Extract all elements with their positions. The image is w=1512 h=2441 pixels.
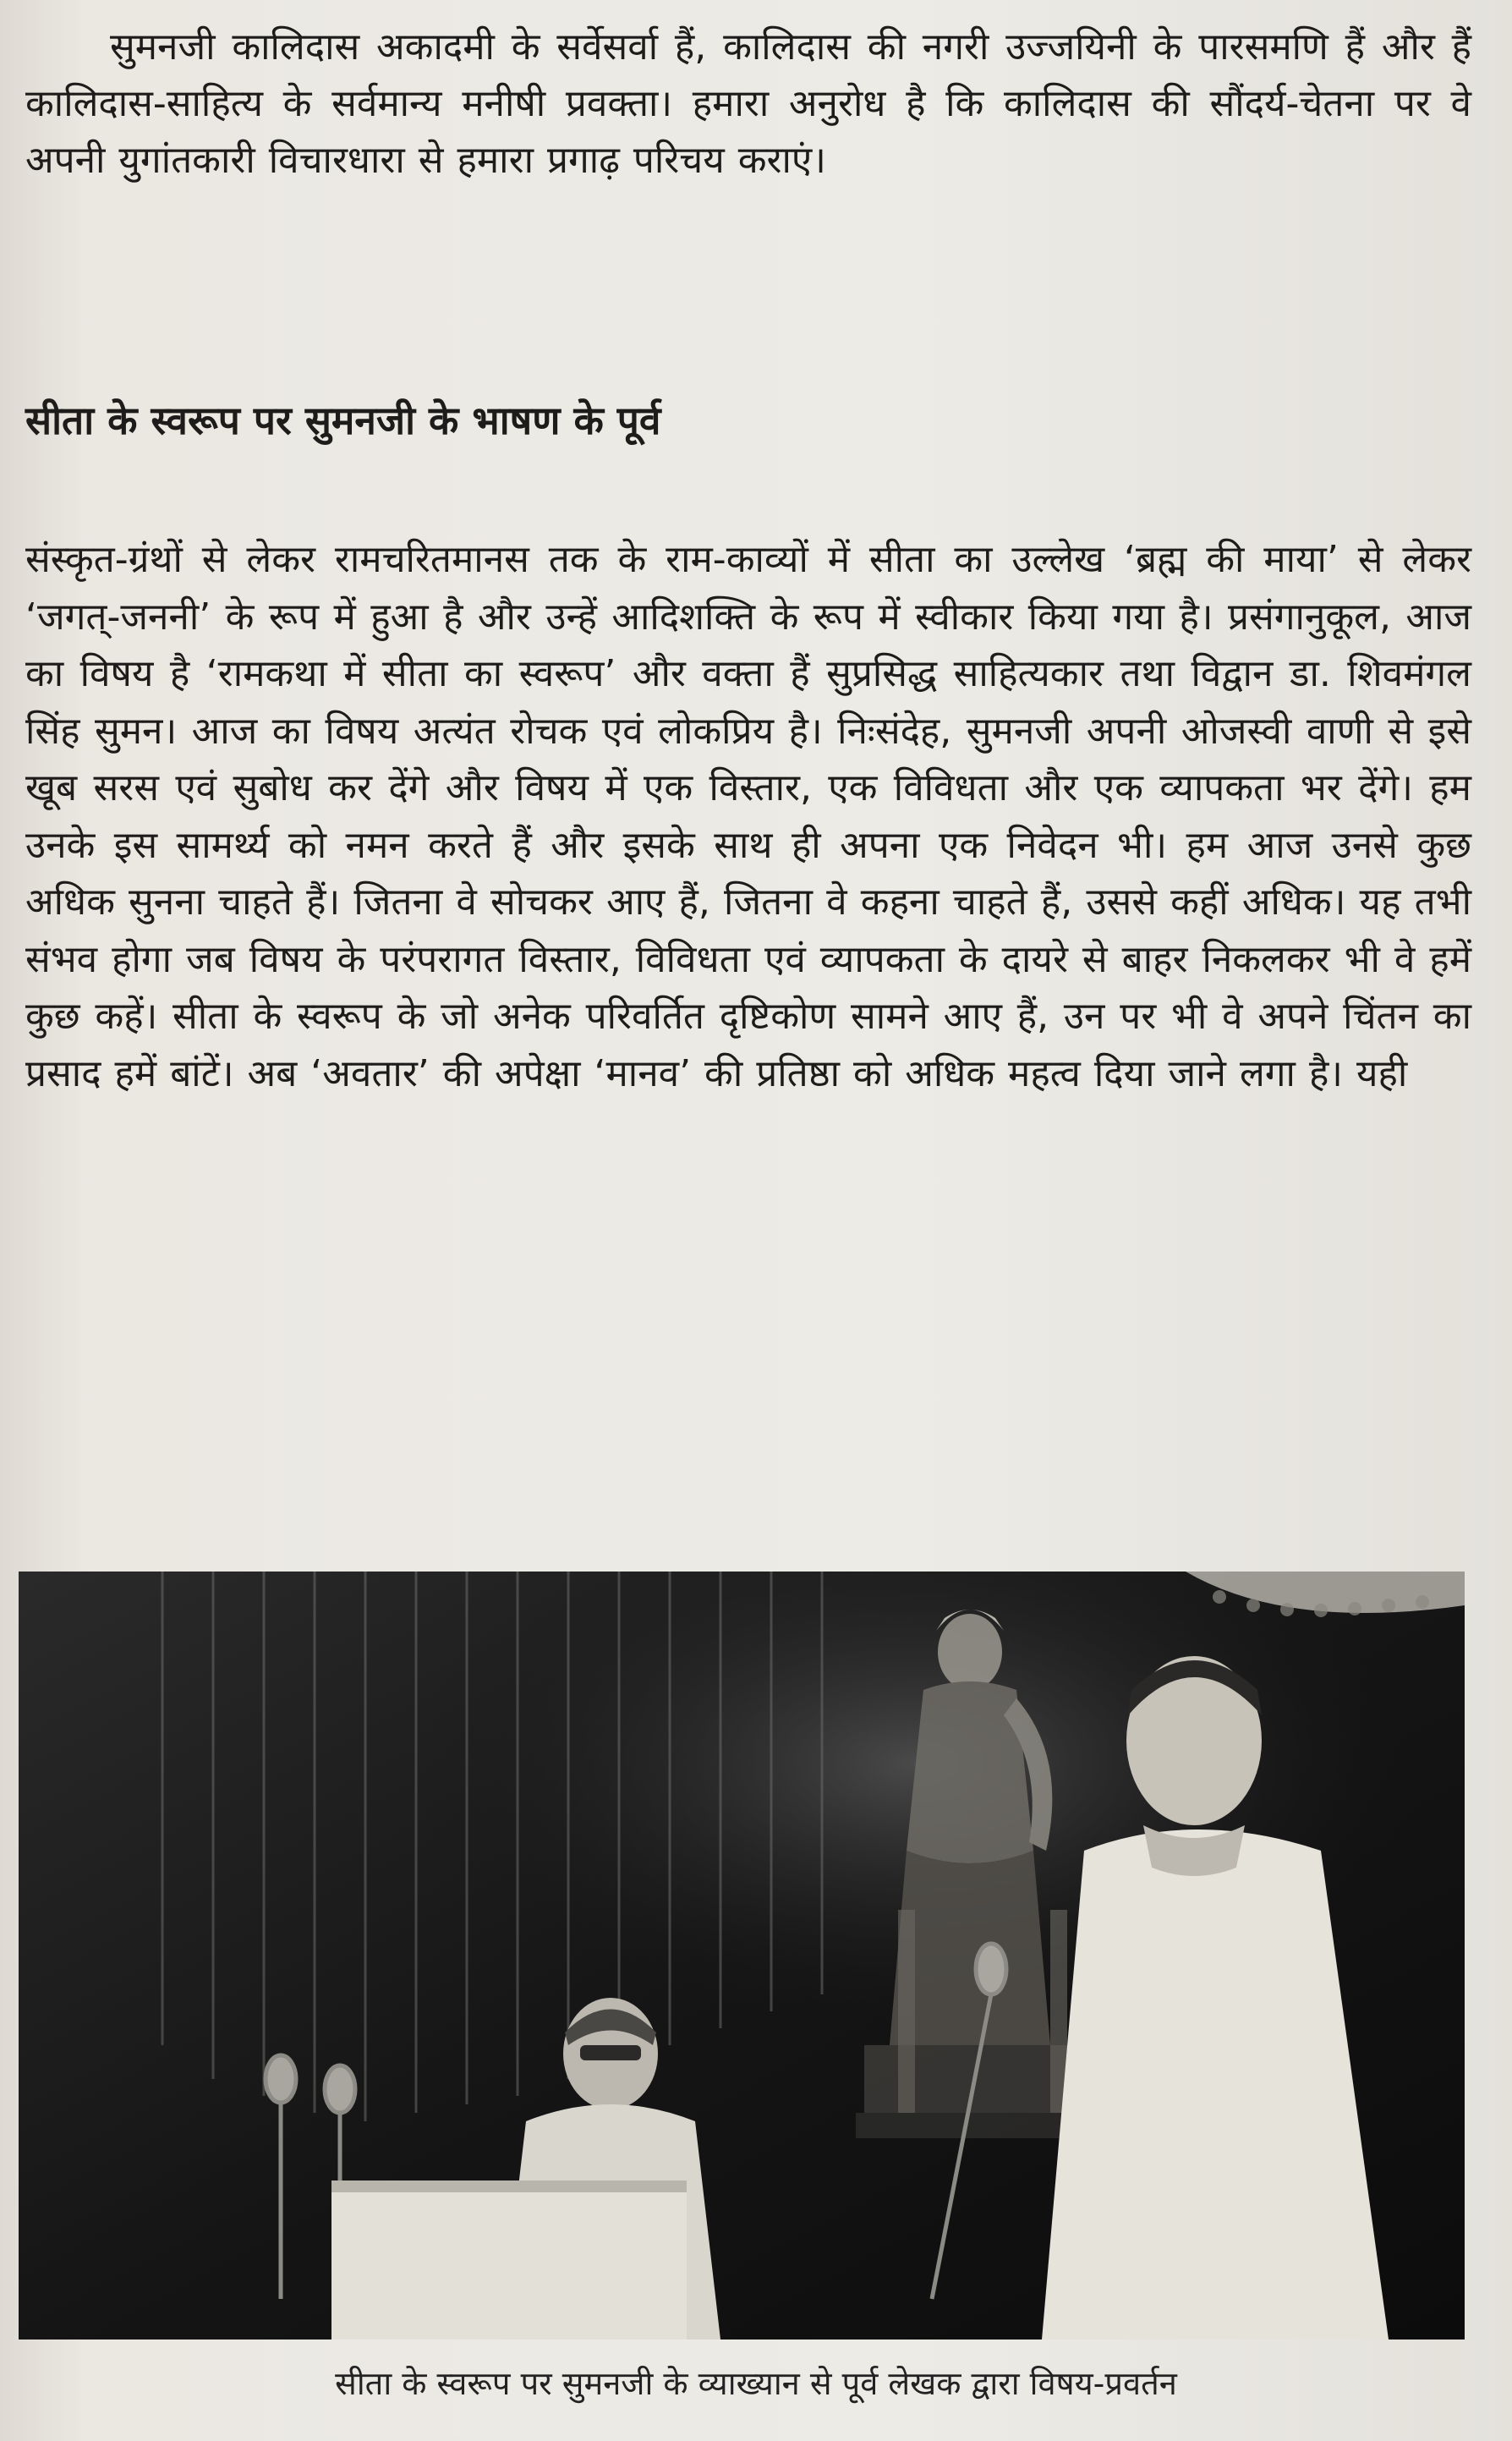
body-paragraph: संस्कृत-ग्रंथों से लेकर रामचरितमानस तक के राम-काव्यों में सीता का उल्लेख ‘ब्रह्म की माया’ से लेकर ‘जगत्-जननी’ के रूप में हुआ है और उन्हें आदिशक्ति के रूप में स्वीकार किया गया है। प्रसंगानुकूल, आज का विषय है ‘रामकथा में सीता का स्वरूप’ और वक्ता हैं सुप्रसिद्ध साहित्यकार तथा विद्वान डा. शिवमंगल सिंह सुमन। आज का विषय अत्यंत रोचक एवं लोकप्रिय है। निःसंदेह, सुमनजी अपनी ओजस्वी वाणी से इसे खूब सरस एवं सुबोध कर देंगे और विषय में एक विस्तार, एक विविधता और एक व्यापकता भर देंगे। हम उनके इस सामर्थ्य को नमन करते हैं और इसके साथ ही अपना एक निवेदन भी। हम आज उनसे कुछ अधिक सुनना चाहते हैं। जितना वे सोचकर आए हैं, जितना वे कहना चाहते हैं, उससे कहीं अधिक। यह तभी संभव होगा जब विषय के परंपरागत विस्तार, विविधता एवं व्यापकता के दायरे से बाहर निकलकर भी वे हमें कुछ कहें। सीता के स्वरूप के जो अनेक परिवर्तित दृष्टिकोण सामने आए हैं, उन पर भी वे अपने चिंतन का प्रसाद हमें बांटें। अब ‘अवतार’ की अपेक्षा ‘मानव’ की प्रतिष्ठा को अधिक महत्व दिया जाने लगा है। यही [25,538,1472,1095]
photo-caption: सीता के स्वरूप पर सुमनजी के व्याख्यान से पूर्व लेखक द्वारा विषय-प्रवर्तन [335,2365,1177,2402]
event-photograph [19,1572,1465,2340]
intro-paragraph: सुमनजी कालिदास अकादमी के सर्वेसर्वा हैं, कालिदास की नगरी उज्जयिनी के पारसमणि हैं और हैं कालिदास-साहित्य के सर्वमान्य मनीषी प्रवक्ता। हमारा अनुरोध है कि कालिदास की सौंदर्य-चेतना पर वे अपनी युगांतकारी विचारधारा से हमारा प्रगाढ़ परिचय कराएं। [25,25,1471,182]
photograph-illustration [19,1572,1465,2340]
section-heading: सीता के स्वरूप पर सुमनजी के भाषण के पूर्व [25,398,661,443]
